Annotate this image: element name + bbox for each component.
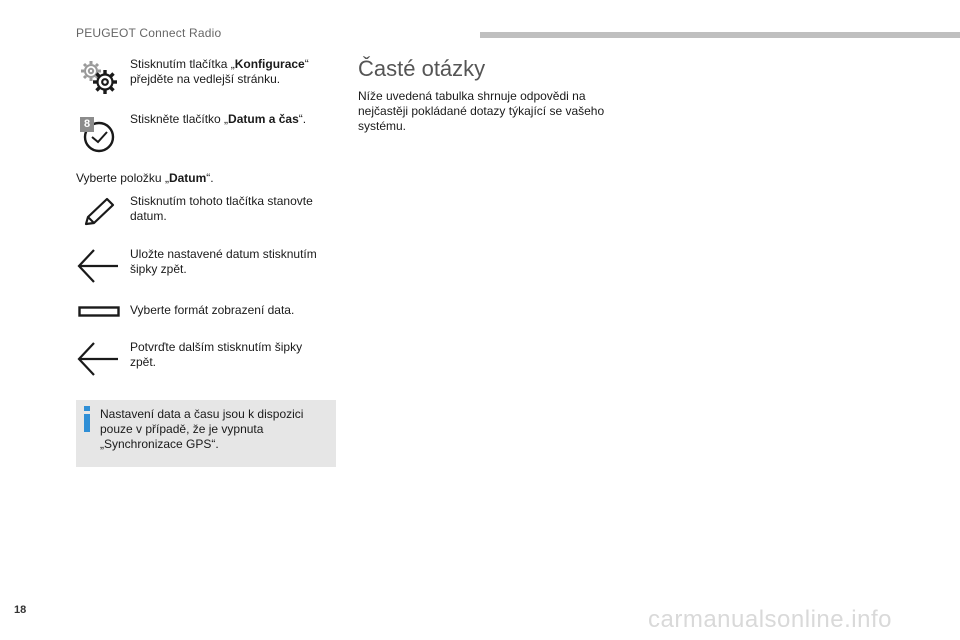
step-text-pre: Stisknutím tlačítka „ xyxy=(130,57,235,71)
step-text-pre: Stiskněte tlačítko „ xyxy=(130,112,229,126)
faq-intro-text: Níže uvedená tabulka shrnuje odpovědi na nejčastěji pokládané dotazy týkající se vašeho systému. xyxy=(358,89,605,133)
watermark: carmanualsonline.info xyxy=(648,606,892,633)
select-text-post: “. xyxy=(206,171,214,185)
header-divider-bar xyxy=(480,32,960,38)
info-icon xyxy=(82,406,92,432)
info-note-text: Nastavení data a času jsou k dispozici pouze v případě, že je vypnuta „Synchronizace GPS“. xyxy=(100,407,304,451)
substep-confirm-text: Potvrďte dalším stisknutím šipky zpět. xyxy=(130,340,303,369)
substep-format-text: Vyberte formát zobrazení data. xyxy=(130,303,295,317)
back-arrow-icon xyxy=(76,247,120,285)
substep-save-date-text: Uložte nastavené datum stisknutím šipky zpět. xyxy=(130,247,317,276)
page-number: 18 xyxy=(14,604,27,616)
select-date-text xyxy=(76,171,326,186)
back-arrow-icon xyxy=(76,340,120,378)
date-label: Datum xyxy=(168,171,207,185)
substep-set-date-text: Stisknutím tohoto tlačítka stanovte datum. xyxy=(130,194,313,223)
select-text-pre: Vyberte položku „ xyxy=(76,171,169,185)
step-configuration-text xyxy=(130,57,330,87)
step-date-time-text xyxy=(130,112,330,127)
page-header-title: PEUGEOT Connect Radio xyxy=(76,26,222,40)
pencil-icon xyxy=(82,196,118,228)
clock-badge: 8 xyxy=(80,117,94,132)
date-time-label: Datum a čas xyxy=(228,112,299,126)
step-text-post: “. xyxy=(298,112,307,126)
configuration-label: Konfigurace xyxy=(234,57,305,71)
faq-title: Časté otázky xyxy=(358,56,486,81)
gears-icon xyxy=(76,58,122,98)
step-text-post: “ přejděte na vedlejší stránku. xyxy=(130,57,309,86)
format-bar-icon xyxy=(78,306,120,318)
